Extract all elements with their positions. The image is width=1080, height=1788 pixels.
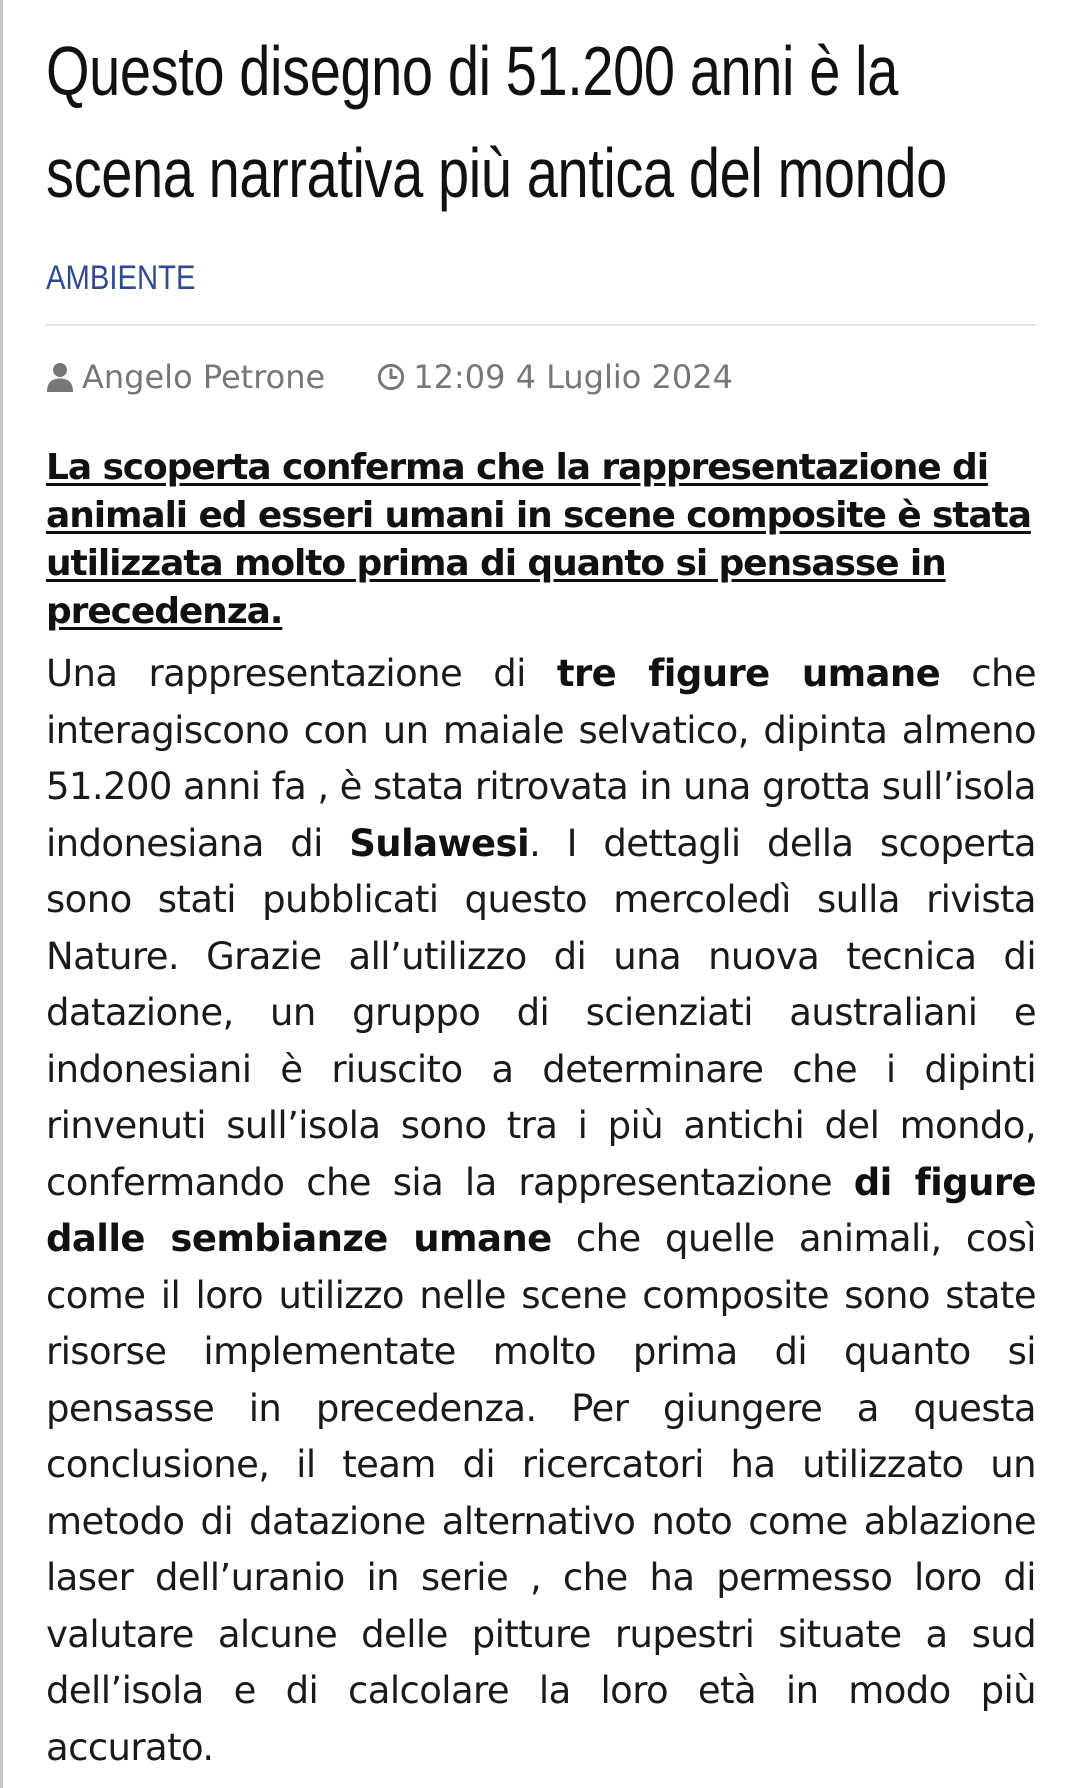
article-body: [46, 646, 1036, 1776]
category-link[interactable]: AMBIENTE: [46, 259, 196, 297]
article-lead: La scoperta conferma che la rappresentazione di animali ed esseri umani in scene composite è stata utilizzata molto prima di quanto si pensasse in precedenza.: [46, 447, 1031, 632]
body-text-segment: Una rappresentazione di: [46, 652, 557, 695]
body-text-segment: . I dettagli della scoperta sono stati pubblicati questo mercoledì sulla rivista Nature. Grazie all’utilizzo di una nuova tecnica di datazione, un gruppo di scienziati australiani e indonesiani è riuscito a determinare che i dipinti rinvenuti sull’isola sono tra i più antichi del mondo, confermando che sia la rappresentazione: [46, 821, 1036, 1204]
user-icon: [46, 362, 74, 392]
body-bold-phrase: tre figure umane: [556, 652, 941, 695]
author-info: [46, 358, 325, 396]
body-bold-phrase: di figure dalle sembianze umane: [46, 1160, 1036, 1260]
body-text-segment: che quelle animali, così come il loro utilizzo nelle scene composite sono state risorse implementate molto prima di quanto si pensasse in precedenza. Per giungere a questa conclusione, il team di ricercatori ha utilizzato un metodo di datazione alternativo noto come ablazione laser dell’uranio in serie , che ha permesso loro di valutare alcune delle pitture rupestri situate a sud dell’isola e di calcolare la loro età in modo più accurato.: [46, 1217, 1036, 1769]
page-left-edge: [0, 0, 3, 1788]
publish-datetime: 12:09 4 Luglio 2024: [413, 358, 733, 396]
author-name[interactable]: Angelo Petrone: [82, 358, 326, 396]
divider: [46, 324, 1036, 326]
article: [46, 0, 1036, 1776]
article-meta: [46, 356, 1036, 398]
clock-icon: [377, 362, 405, 392]
body-text-segment: che interagiscono con un maiale selvatico, dipinta almeno 51.200 anni fa , è stata ritrovata in una grotta sull’isola indonesiana di: [46, 652, 1036, 865]
body-bold-phrase: Sulawesi: [349, 821, 530, 865]
article-title: Questo disegno di 51.200 anni è la scena narrativa più antica del mondo: [46, 32, 947, 212]
date-info: [377, 358, 733, 396]
